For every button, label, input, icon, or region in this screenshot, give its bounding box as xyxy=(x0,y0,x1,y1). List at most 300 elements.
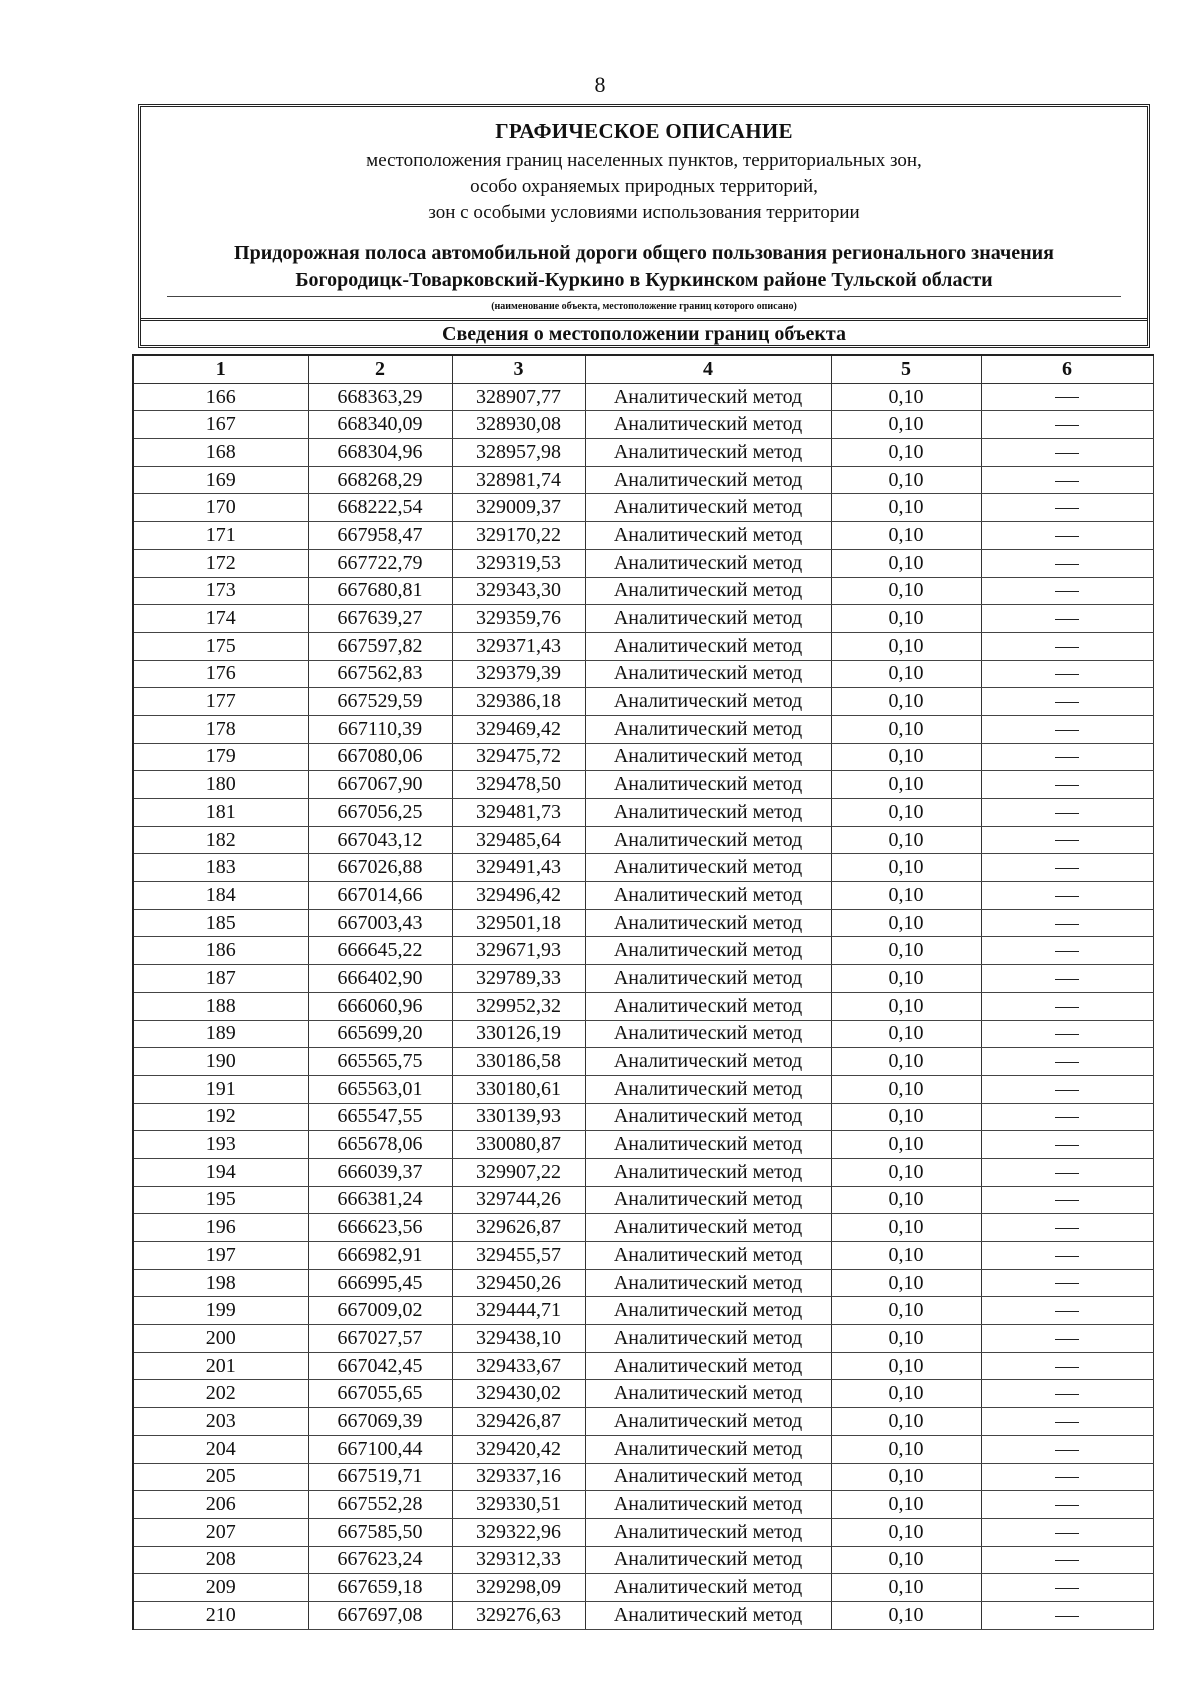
cell-x: 667585,50 xyxy=(308,1518,452,1546)
table-row xyxy=(133,882,1153,910)
dash-mark xyxy=(1055,951,1079,952)
cell-dash xyxy=(981,1297,1153,1325)
table-row xyxy=(133,743,1153,771)
cell-dash xyxy=(981,632,1153,660)
cell-y: 329469,42 xyxy=(452,715,585,743)
cell-x: 666645,22 xyxy=(308,937,452,965)
cell-dash xyxy=(981,1491,1153,1519)
cell-x: 666982,91 xyxy=(308,1242,452,1270)
table-row xyxy=(133,937,1153,965)
table-row xyxy=(133,1131,1153,1159)
cell-y: 329481,73 xyxy=(452,799,585,827)
cell-method: Аналитический метод xyxy=(585,605,831,633)
cell-accuracy: 0,10 xyxy=(831,1601,981,1629)
cell-dash xyxy=(981,605,1153,633)
cell-method: Аналитический метод xyxy=(585,494,831,522)
dash-mark xyxy=(1055,1505,1079,1506)
cell-method: Аналитический метод xyxy=(585,660,831,688)
cell-y: 328957,98 xyxy=(452,439,585,467)
dash-mark xyxy=(1055,453,1079,454)
table-row xyxy=(133,632,1153,660)
cell-method: Аналитический метод xyxy=(585,909,831,937)
table-row xyxy=(133,1546,1153,1574)
cell-accuracy: 0,10 xyxy=(831,743,981,771)
cell-dash xyxy=(981,1380,1153,1408)
cell-point-number: 181 xyxy=(133,799,308,827)
cell-method: Аналитический метод xyxy=(585,1103,831,1131)
cell-method: Аналитический метод xyxy=(585,965,831,993)
dash-mark xyxy=(1055,1034,1079,1035)
cell-point-number: 204 xyxy=(133,1435,308,1463)
cell-x: 667056,25 xyxy=(308,799,452,827)
cell-point-number: 166 xyxy=(133,383,308,411)
subtitle-line-1: местоположения границ населенных пунктов, территориальных зон, xyxy=(366,150,922,171)
cell-accuracy: 0,10 xyxy=(831,1463,981,1491)
cell-y: 329496,42 xyxy=(452,882,585,910)
cell-accuracy: 0,10 xyxy=(831,1269,981,1297)
object-caption: (наименование объекта, местоположение границ которого описано) xyxy=(491,301,797,312)
cell-dash xyxy=(981,799,1153,827)
cell-accuracy: 0,10 xyxy=(831,439,981,467)
cell-accuracy: 0,10 xyxy=(831,799,981,827)
cell-x: 668363,29 xyxy=(308,383,452,411)
cell-accuracy: 0,10 xyxy=(831,522,981,550)
cell-method: Аналитический метод xyxy=(585,1214,831,1242)
table-row xyxy=(133,1048,1153,1076)
table-row xyxy=(133,1103,1153,1131)
table-row xyxy=(133,1269,1153,1297)
dash-mark xyxy=(1055,1533,1079,1534)
dash-mark xyxy=(1055,591,1079,592)
cell-y: 330186,58 xyxy=(452,1048,585,1076)
cell-method: Аналитический метод xyxy=(585,1491,831,1519)
table-row xyxy=(133,909,1153,937)
dash-mark xyxy=(1055,1228,1079,1229)
table-header-row xyxy=(133,355,1153,383)
cell-accuracy: 0,10 xyxy=(831,1214,981,1242)
cell-dash xyxy=(981,715,1153,743)
cell-dash xyxy=(981,549,1153,577)
cell-point-number: 173 xyxy=(133,577,308,605)
cell-method: Аналитический метод xyxy=(585,411,831,439)
object-name-line-2: Богородицк-Товарковский-Куркино в Куркинском районе Тульской области xyxy=(295,269,993,291)
table-row xyxy=(133,411,1153,439)
cell-dash xyxy=(981,1048,1153,1076)
cell-accuracy: 0,10 xyxy=(831,771,981,799)
dash-mark xyxy=(1055,1311,1079,1312)
cell-point-number: 175 xyxy=(133,632,308,660)
cell-y: 329337,16 xyxy=(452,1463,585,1491)
cell-point-number: 208 xyxy=(133,1546,308,1574)
cell-method: Аналитический метод xyxy=(585,383,831,411)
cell-x: 667026,88 xyxy=(308,854,452,882)
dash-mark xyxy=(1055,730,1079,731)
cell-x: 667055,65 xyxy=(308,1380,452,1408)
cell-method: Аналитический метод xyxy=(585,1269,831,1297)
dash-mark xyxy=(1055,702,1079,703)
column-header: 5 xyxy=(831,355,981,383)
cell-accuracy: 0,10 xyxy=(831,632,981,660)
cell-method: Аналитический метод xyxy=(585,549,831,577)
cell-point-number: 200 xyxy=(133,1325,308,1353)
table-row xyxy=(133,522,1153,550)
cell-point-number: 202 xyxy=(133,1380,308,1408)
dash-mark xyxy=(1055,924,1079,925)
cell-x: 667014,66 xyxy=(308,882,452,910)
cell-method: Аналитический метод xyxy=(585,1075,831,1103)
cell-x: 667519,71 xyxy=(308,1463,452,1491)
cell-point-number: 178 xyxy=(133,715,308,743)
cell-point-number: 210 xyxy=(133,1601,308,1629)
table-row xyxy=(133,1186,1153,1214)
cell-y: 329343,30 xyxy=(452,577,585,605)
cell-dash xyxy=(981,1020,1153,1048)
cell-y: 328930,08 xyxy=(452,411,585,439)
table-row xyxy=(133,1242,1153,1270)
cell-dash xyxy=(981,383,1153,411)
cell-dash xyxy=(981,1408,1153,1436)
cell-accuracy: 0,10 xyxy=(831,1491,981,1519)
cell-point-number: 185 xyxy=(133,909,308,937)
cell-x: 668340,09 xyxy=(308,411,452,439)
cell-x: 667080,06 xyxy=(308,743,452,771)
document-title: ГРАФИЧЕСКОЕ ОПИСАНИЕ xyxy=(495,119,793,143)
cell-y: 329485,64 xyxy=(452,826,585,854)
table-row xyxy=(133,965,1153,993)
cell-dash xyxy=(981,1463,1153,1491)
cell-method: Аналитический метод xyxy=(585,1380,831,1408)
cell-accuracy: 0,10 xyxy=(831,909,981,937)
cell-point-number: 184 xyxy=(133,882,308,910)
cell-y: 329907,22 xyxy=(452,1158,585,1186)
cell-accuracy: 0,10 xyxy=(831,1020,981,1048)
cell-method: Аналитический метод xyxy=(585,1048,831,1076)
dash-mark xyxy=(1055,1062,1079,1063)
dash-mark xyxy=(1055,508,1079,509)
table-row xyxy=(133,1491,1153,1519)
cell-x: 665563,01 xyxy=(308,1075,452,1103)
cell-y: 329501,18 xyxy=(452,909,585,937)
cell-method: Аналитический метод xyxy=(585,1158,831,1186)
cell-point-number: 193 xyxy=(133,1131,308,1159)
cell-x: 665565,75 xyxy=(308,1048,452,1076)
dash-mark xyxy=(1055,896,1079,897)
dash-mark xyxy=(1055,1283,1079,1284)
table-row xyxy=(133,494,1153,522)
dash-mark xyxy=(1055,1173,1079,1174)
cell-point-number: 176 xyxy=(133,660,308,688)
cell-y: 329319,53 xyxy=(452,549,585,577)
cell-point-number: 194 xyxy=(133,1158,308,1186)
table-row xyxy=(133,1518,1153,1546)
cell-point-number: 170 xyxy=(133,494,308,522)
table-row xyxy=(133,660,1153,688)
cell-dash xyxy=(981,688,1153,716)
cell-y: 329386,18 xyxy=(452,688,585,716)
cell-y: 329426,87 xyxy=(452,1408,585,1436)
cell-x: 667110,39 xyxy=(308,715,452,743)
cell-dash xyxy=(981,1435,1153,1463)
dash-mark xyxy=(1055,1450,1079,1451)
cell-x: 668268,29 xyxy=(308,466,452,494)
cell-dash xyxy=(981,660,1153,688)
dash-mark xyxy=(1055,1422,1079,1423)
cell-method: Аналитический метод xyxy=(585,439,831,467)
subtitle-line-3: зон с особыми условиями использования территории xyxy=(428,202,860,223)
cell-point-number: 207 xyxy=(133,1518,308,1546)
cell-y: 329298,09 xyxy=(452,1574,585,1602)
cell-accuracy: 0,10 xyxy=(831,577,981,605)
cell-x: 667069,39 xyxy=(308,1408,452,1436)
dash-mark xyxy=(1055,1256,1079,1257)
cell-method: Аналитический метод xyxy=(585,715,831,743)
cell-y: 330180,61 xyxy=(452,1075,585,1103)
dash-mark xyxy=(1055,564,1079,565)
cell-x: 667100,44 xyxy=(308,1435,452,1463)
cell-x: 667958,47 xyxy=(308,522,452,550)
dash-mark xyxy=(1055,1616,1079,1617)
cell-point-number: 198 xyxy=(133,1269,308,1297)
page-number: 8 xyxy=(594,72,606,97)
dash-mark xyxy=(1055,1367,1079,1368)
cell-dash xyxy=(981,1103,1153,1131)
cell-point-number: 172 xyxy=(133,549,308,577)
cell-point-number: 192 xyxy=(133,1103,308,1131)
column-header: 2 xyxy=(308,355,452,383)
cell-point-number: 187 xyxy=(133,965,308,993)
cell-method: Аналитический метод xyxy=(585,1463,831,1491)
cell-x: 666039,37 xyxy=(308,1158,452,1186)
cell-accuracy: 0,10 xyxy=(831,1242,981,1270)
cell-method: Аналитический метод xyxy=(585,1186,831,1214)
object-name-line-1: Придорожная полоса автомобильной дороги общего пользования регионального значения xyxy=(234,242,1054,264)
cell-method: Аналитический метод xyxy=(585,1408,831,1436)
cell-x: 665699,20 xyxy=(308,1020,452,1048)
cell-y: 329671,93 xyxy=(452,937,585,965)
cell-dash xyxy=(981,1242,1153,1270)
cell-point-number: 179 xyxy=(133,743,308,771)
table-row xyxy=(133,1214,1153,1242)
cell-point-number: 191 xyxy=(133,1075,308,1103)
cell-x: 667552,28 xyxy=(308,1491,452,1519)
cell-y: 329170,22 xyxy=(452,522,585,550)
cell-accuracy: 0,10 xyxy=(831,937,981,965)
cell-point-number: 203 xyxy=(133,1408,308,1436)
cell-accuracy: 0,10 xyxy=(831,1574,981,1602)
cell-x: 667067,90 xyxy=(308,771,452,799)
cell-y: 329420,42 xyxy=(452,1435,585,1463)
cell-y: 329444,71 xyxy=(452,1297,585,1325)
cell-dash xyxy=(981,1131,1153,1159)
cell-x: 667697,08 xyxy=(308,1601,452,1629)
cell-y: 329491,43 xyxy=(452,854,585,882)
cell-y: 329312,33 xyxy=(452,1546,585,1574)
cell-y: 329475,72 xyxy=(452,743,585,771)
cell-method: Аналитический метод xyxy=(585,854,831,882)
cell-accuracy: 0,10 xyxy=(831,494,981,522)
subtitle-line-2: особо охраняемых природных территорий, xyxy=(470,176,818,197)
cell-dash xyxy=(981,1574,1153,1602)
cell-point-number: 182 xyxy=(133,826,308,854)
cell-method: Аналитический метод xyxy=(585,577,831,605)
cell-method: Аналитический метод xyxy=(585,1546,831,1574)
dash-mark xyxy=(1055,1560,1079,1561)
cell-accuracy: 0,10 xyxy=(831,466,981,494)
table-row xyxy=(133,1297,1153,1325)
cell-method: Аналитический метод xyxy=(585,743,831,771)
cell-method: Аналитический метод xyxy=(585,1601,831,1629)
cell-y: 328907,77 xyxy=(452,383,585,411)
cell-accuracy: 0,10 xyxy=(831,992,981,1020)
cell-dash xyxy=(981,1325,1153,1353)
cell-method: Аналитический метод xyxy=(585,1020,831,1048)
table-row xyxy=(133,688,1153,716)
dash-mark xyxy=(1055,1200,1079,1201)
cell-method: Аналитический метод xyxy=(585,1131,831,1159)
cell-method: Аналитический метод xyxy=(585,688,831,716)
dash-mark xyxy=(1055,674,1079,675)
cell-dash xyxy=(981,466,1153,494)
cell-y: 329330,51 xyxy=(452,1491,585,1519)
dash-mark xyxy=(1055,1007,1079,1008)
cell-y: 329789,33 xyxy=(452,965,585,993)
cell-accuracy: 0,10 xyxy=(831,660,981,688)
cell-accuracy: 0,10 xyxy=(831,1352,981,1380)
table-row xyxy=(133,1463,1153,1491)
dash-mark xyxy=(1055,868,1079,869)
cell-method: Аналитический метод xyxy=(585,632,831,660)
cell-dash xyxy=(981,1158,1153,1186)
cell-method: Аналитический метод xyxy=(585,937,831,965)
cell-x: 667680,81 xyxy=(308,577,452,605)
cell-method: Аналитический метод xyxy=(585,826,831,854)
cell-y: 330080,87 xyxy=(452,1131,585,1159)
cell-x: 667597,82 xyxy=(308,632,452,660)
cell-method: Аналитический метод xyxy=(585,771,831,799)
table-row xyxy=(133,771,1153,799)
cell-x: 667722,79 xyxy=(308,549,452,577)
cell-dash xyxy=(981,577,1153,605)
table-row xyxy=(133,1380,1153,1408)
cell-x: 668304,96 xyxy=(308,439,452,467)
table-row xyxy=(133,383,1153,411)
cell-point-number: 199 xyxy=(133,1297,308,1325)
cell-x: 667659,18 xyxy=(308,1574,452,1602)
column-header: 6 xyxy=(981,355,1153,383)
table-row xyxy=(133,1435,1153,1463)
cell-y: 329455,57 xyxy=(452,1242,585,1270)
cell-dash xyxy=(981,854,1153,882)
column-header: 4 xyxy=(585,355,831,383)
cell-accuracy: 0,10 xyxy=(831,1380,981,1408)
cell-method: Аналитический метод xyxy=(585,1325,831,1353)
table-row xyxy=(133,992,1153,1020)
cell-y: 329371,43 xyxy=(452,632,585,660)
cell-accuracy: 0,10 xyxy=(831,1518,981,1546)
table-row xyxy=(133,1601,1153,1629)
table-row xyxy=(133,1352,1153,1380)
cell-point-number: 188 xyxy=(133,992,308,1020)
cell-dash xyxy=(981,965,1153,993)
cell-point-number: 174 xyxy=(133,605,308,633)
cell-y: 328981,74 xyxy=(452,466,585,494)
cell-accuracy: 0,10 xyxy=(831,965,981,993)
dash-mark xyxy=(1055,1090,1079,1091)
cell-y: 329009,37 xyxy=(452,494,585,522)
dash-mark xyxy=(1055,1394,1079,1395)
document-header xyxy=(141,107,1147,318)
cell-x: 667009,02 xyxy=(308,1297,452,1325)
dash-mark xyxy=(1055,979,1079,980)
cell-dash xyxy=(981,1546,1153,1574)
cell-accuracy: 0,10 xyxy=(831,1297,981,1325)
cell-y: 329626,87 xyxy=(452,1214,585,1242)
cell-method: Аналитический метод xyxy=(585,522,831,550)
table-row xyxy=(133,549,1153,577)
cell-x: 668222,54 xyxy=(308,494,452,522)
cell-point-number: 205 xyxy=(133,1463,308,1491)
table-row xyxy=(133,466,1153,494)
cell-dash xyxy=(981,826,1153,854)
cell-point-number: 196 xyxy=(133,1214,308,1242)
cell-accuracy: 0,10 xyxy=(831,1158,981,1186)
section-title: Сведения о местоположении границ объекта xyxy=(141,318,1147,345)
table-row xyxy=(133,1408,1153,1436)
cell-x: 667639,27 xyxy=(308,605,452,633)
cell-method: Аналитический метод xyxy=(585,1574,831,1602)
dash-mark xyxy=(1055,757,1079,758)
table-row xyxy=(133,854,1153,882)
cell-dash xyxy=(981,771,1153,799)
table-row xyxy=(133,1075,1153,1103)
cell-point-number: 186 xyxy=(133,937,308,965)
cell-dash xyxy=(981,1214,1153,1242)
cell-accuracy: 0,10 xyxy=(831,882,981,910)
cell-accuracy: 0,10 xyxy=(831,688,981,716)
cell-accuracy: 0,10 xyxy=(831,1546,981,1574)
cell-x: 667043,12 xyxy=(308,826,452,854)
table-row xyxy=(133,1158,1153,1186)
cell-method: Аналитический метод xyxy=(585,882,831,910)
cell-method: Аналитический метод xyxy=(585,992,831,1020)
cell-x: 667003,43 xyxy=(308,909,452,937)
table-row xyxy=(133,1325,1153,1353)
cell-accuracy: 0,10 xyxy=(831,715,981,743)
cell-y: 329478,50 xyxy=(452,771,585,799)
cell-x: 667529,59 xyxy=(308,688,452,716)
column-header: 3 xyxy=(452,355,585,383)
cell-method: Аналитический метод xyxy=(585,466,831,494)
dash-mark xyxy=(1055,1477,1079,1478)
cell-dash xyxy=(981,1352,1153,1380)
cell-dash xyxy=(981,522,1153,550)
cell-dash xyxy=(981,743,1153,771)
cell-x: 665678,06 xyxy=(308,1131,452,1159)
cell-dash xyxy=(981,1269,1153,1297)
cell-dash xyxy=(981,494,1153,522)
cell-accuracy: 0,10 xyxy=(831,1435,981,1463)
cell-method: Аналитический метод xyxy=(585,1297,831,1325)
cell-y: 329450,26 xyxy=(452,1269,585,1297)
table-row xyxy=(133,1020,1153,1048)
cell-y: 329952,32 xyxy=(452,992,585,1020)
table-row xyxy=(133,439,1153,467)
cell-y: 330126,19 xyxy=(452,1020,585,1048)
cell-point-number: 169 xyxy=(133,466,308,494)
cell-y: 329276,63 xyxy=(452,1601,585,1629)
table-body xyxy=(133,383,1153,1629)
cell-x: 667562,83 xyxy=(308,660,452,688)
